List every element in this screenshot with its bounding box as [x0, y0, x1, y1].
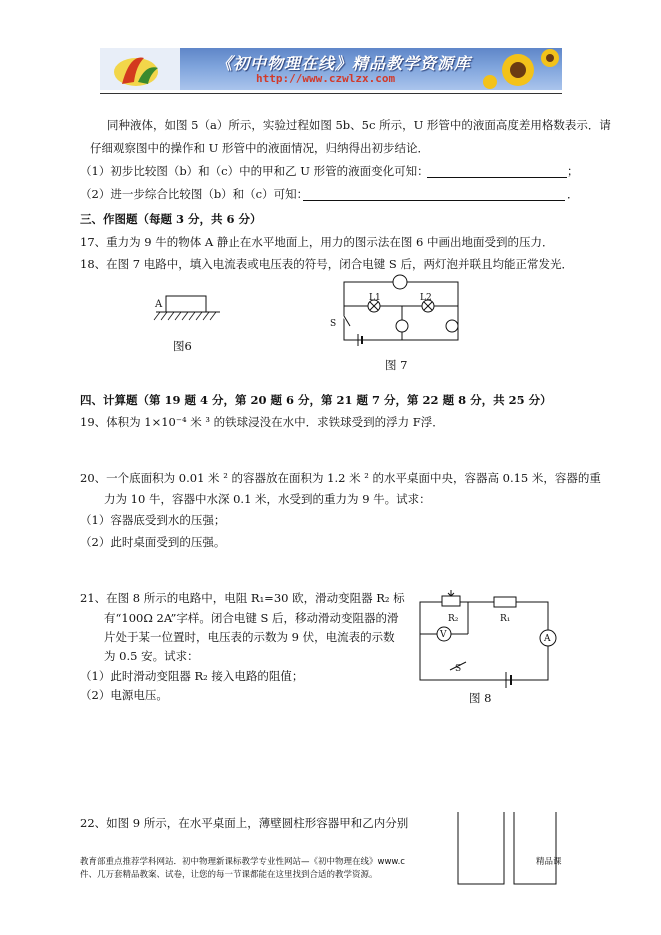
intro-q1-end: ；: [567, 164, 579, 178]
footer-line-2: 件、几万套精品教案、试卷，让您的每一节课都能在这里找到合适的教学资源。: [80, 870, 378, 880]
figure-8-ammeter-label: A: [544, 634, 551, 644]
header-banner: [100, 48, 562, 90]
question-21-line-2: 有“100Ω 2A”字样。闭合电键 S 后，移动滑动变阻器的滑: [104, 611, 399, 625]
figure-7-switch-label: S: [330, 319, 337, 329]
figure-7-circuit: [330, 270, 470, 350]
question-17: 17、重力为 9 牛的物体 A 静止在水平地面上，用力的图示法在图 6 中画出地面受到的压力．: [80, 235, 554, 249]
figure-8-circuit: [410, 588, 560, 688]
question-22: 22、如图 9 所示，在水平桌面上，薄壁圆柱形容器甲和乙内分别: [80, 816, 409, 830]
figure-7-caption: 图 7: [385, 358, 408, 372]
sunflower-icon: [478, 48, 562, 90]
question-20-sub-1: （1）容器底受到水的压强；: [80, 513, 226, 527]
figure-7-l1-label: L1: [369, 293, 381, 303]
header-rule: [100, 93, 562, 94]
figure-8-switch-label: S: [455, 664, 462, 674]
intro-line-2: 仔细观察图中的操作和 U 形管中的液面情况，归纳得出初步结论．: [90, 141, 429, 155]
banner-title: 《初中物理在线》精品教学资源库: [216, 54, 472, 73]
banner-url[interactable]: http://www.czwlzx.com: [256, 72, 396, 85]
question-21-sub-1: （1）此时滑动变阻器 R₂ 接入电路的阻值；: [80, 669, 304, 683]
footer-line-1: 教育部重点推荐学科网站．初中物理新课标教学专业性网站—《初中物理在线》www.c: [80, 857, 405, 867]
figure-6-caption: 图6: [173, 339, 192, 353]
figure-9-containers: [452, 812, 562, 892]
question-20-line-1: 20、一个底面积为 0.01 米 ² 的容器放在面积为 1.2 米 ² 的水平桌面中央，容器高 0.15 米，容器的重: [80, 471, 601, 485]
section-4-heading: 四、计算题（第 19 题 4 分，第 20 题 6 分，第 21 题 7 分，第 22 题 8 分，共 25 分）: [80, 393, 552, 407]
figure-8-r2-label: R₂: [448, 614, 459, 624]
figure-7-l2-label: L2: [420, 293, 432, 303]
question-19: 19、体积为 1×10⁻⁴ 米 ³ 的铁球浸没在水中．求铁球受到的浮力 F浮．: [80, 415, 444, 429]
figure-8-caption: 图 8: [469, 691, 492, 705]
question-20-sub-2: （2）此时桌面受到的压强。: [80, 535, 226, 549]
question-21-sub-2: （2）电源电压。: [80, 688, 168, 702]
intro-q1: （1）初步比较图（b）和（c）中的甲和乙 U 形管的液面变化可知：: [80, 164, 429, 178]
figure-6-block-label: A: [155, 299, 163, 310]
intro-line-1: 同种液体，如图 5（a）所示，实验过程如图 5b、5c 所示，U 形管中的液面高度差用格数表示．请: [107, 118, 611, 132]
figure-8-r1-label: R₁: [500, 614, 511, 624]
logo-icon: [100, 48, 180, 90]
answer-blank-1[interactable]: [427, 177, 567, 178]
answer-blank-2[interactable]: [303, 200, 565, 201]
intro-q2-end: ．: [567, 187, 579, 201]
question-20-line-2: 力为 10 牛，容器中水深 0.1 米，水受到的重力为 9 牛。试求：: [104, 492, 431, 506]
figure-8-voltmeter-label: V: [440, 630, 447, 640]
footer-line-1-tail: 精品课: [536, 857, 562, 867]
question-21-line-3: 片处于某一位置时，电压表的示数为 9 伏，电流表的示数: [104, 630, 395, 644]
question-21-line-1: 21、在图 8 所示的电路中，电阻 R₁=30 欧，滑动变阻器 R₂ 标: [80, 591, 405, 605]
section-3-heading: 三、作图题（每题 3 分，共 6 分）: [80, 212, 262, 226]
question-18: 18、在图 7 电路中，填入电流表或电压表的符号，闭合电键 S 后，两灯泡并联且均能正常发光．: [80, 257, 573, 271]
question-21-line-4: 为 0.5 安。试求：: [104, 649, 199, 663]
intro-q2: （2）进一步综合比较图（b）和（c）可知：: [80, 187, 309, 201]
